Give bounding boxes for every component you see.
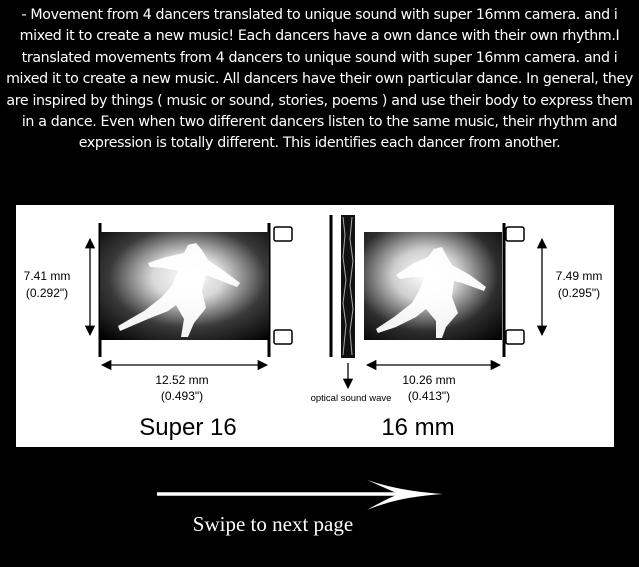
optical-sound-track [341,215,355,358]
super16-frame [100,223,292,357]
sixteen-mm-height-mm: 7.49 mm [555,269,603,283]
optical-sound-wave-label: optical sound wave [310,393,392,404]
super16-height-mm: 7.41 mm [23,269,71,283]
super16-label: Super 16 [139,414,237,441]
description-text: - Movement from 4 dancers translated to unique sound with super 16mm camera. and i mixed it to create a new music! Each dancers have a own dance with their own rhythm.I translated movements from 4 dancers to unique sound with super 16mm camera. and i mixed it to create a new music. All dancers have their own particular dance. In general, they are inspired by things ( music or sound, stories, poems ) and use their body to express them in a dance. Even when two different dancers listen to the same music, their rhythm and expression is totally different. This identifies each dancer from another. [6,7,633,152]
sixteen-mm-height-in: (0.295") [557,286,601,300]
swipe-to-next-page-link[interactable]: Swipe to next page [192,512,354,536]
film-format-diagram [16,205,614,447]
super16-width-in: (0.493") [160,389,204,403]
super16-height-in: (0.292") [25,286,69,300]
super16-width-mm: 12.52 mm [155,373,209,387]
sixteen-mm-width-in: (0.413") [407,389,451,403]
sixteen-mm-label: 16 mm [381,414,455,441]
sixteen-mm-width-mm: 10.26 mm [402,373,456,387]
sixteen-mm-frame [331,215,524,358]
